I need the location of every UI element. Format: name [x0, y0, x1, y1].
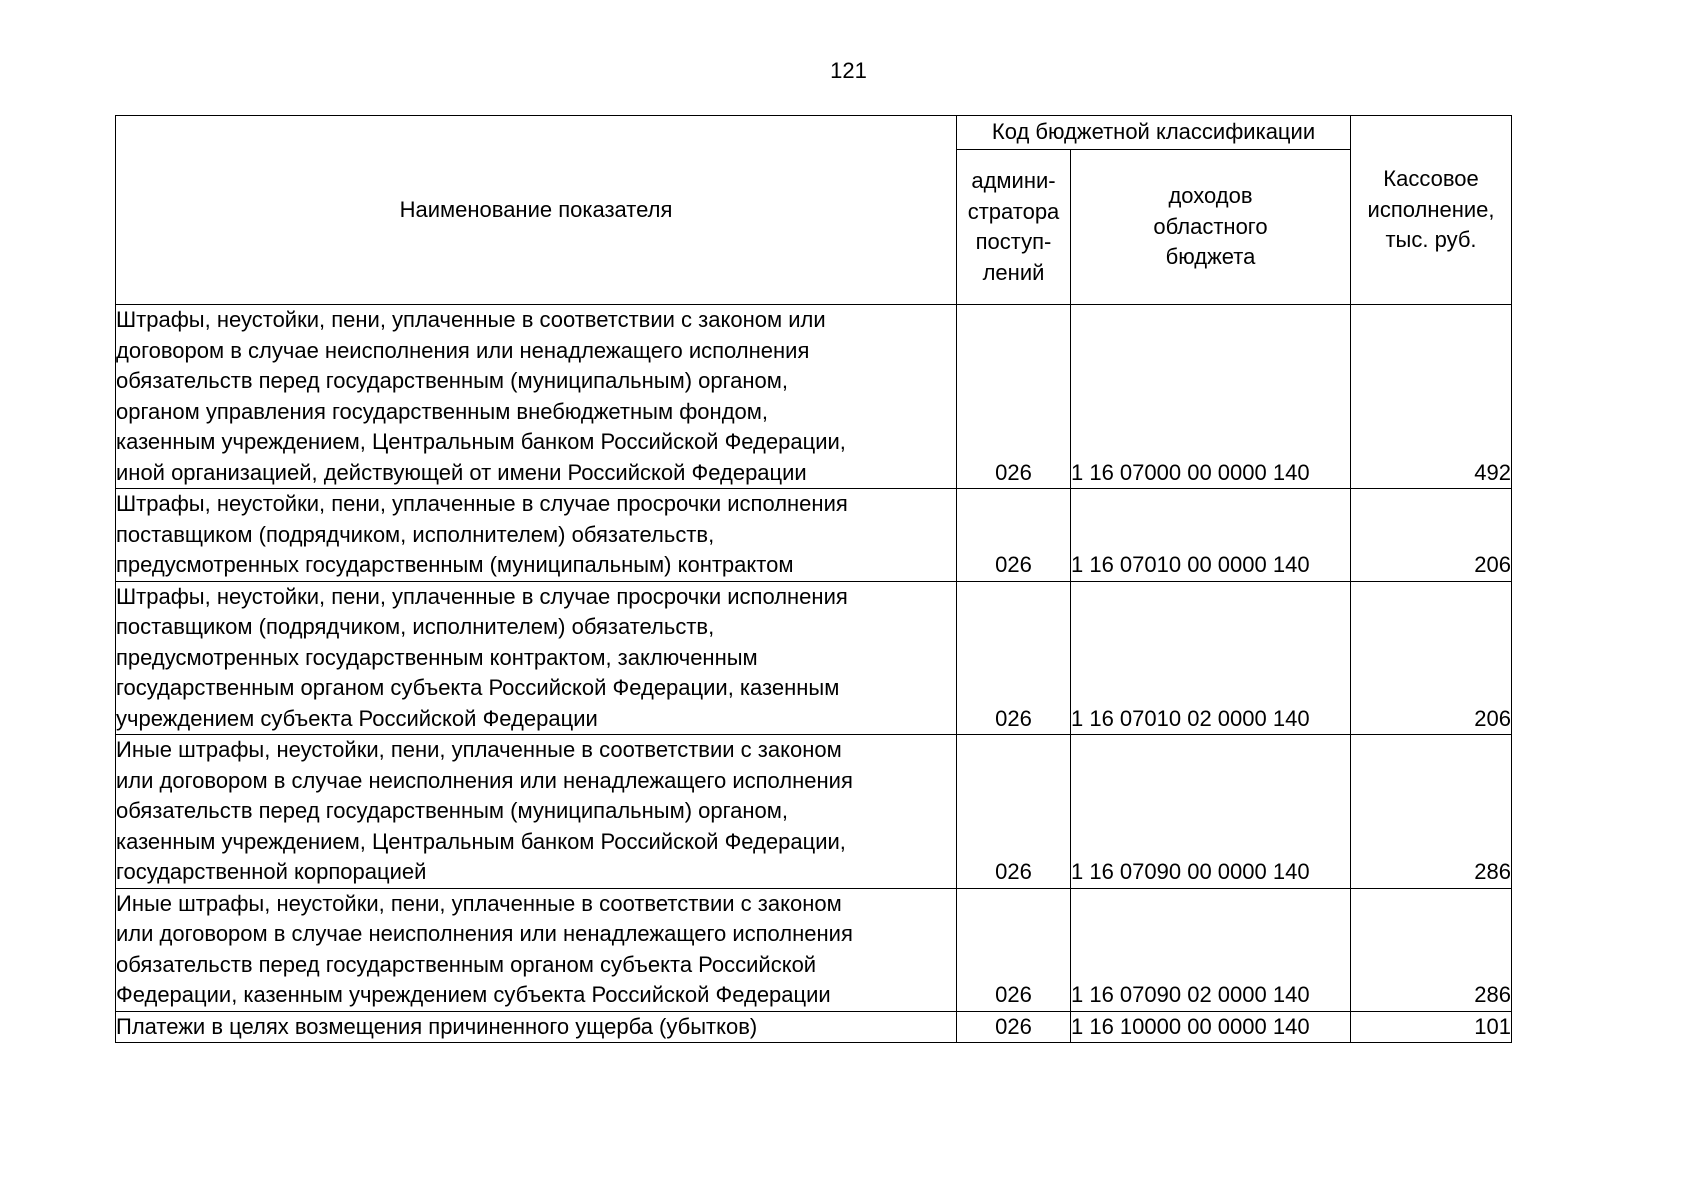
- row-name-line: Платежи в целях возмещения причиненного ущерба (убытков): [116, 1013, 758, 1039]
- table-body: [116, 305, 1512, 1043]
- row-name-line: или договором в случае неисполнения или ненадлежащего исполнения: [116, 767, 853, 793]
- row-name-line: Штрафы, неустойки, пени, уплаченные в соответствии с законом или: [116, 307, 826, 332]
- row-name-line: государственной корпорацией: [116, 859, 427, 884]
- header-line: поступ-: [975, 229, 1052, 254]
- row-name-line: казенным учреждением, Центральным банком Российской Федерации,: [116, 828, 846, 854]
- table-row: [116, 735, 1512, 889]
- row-admin-code: 026: [957, 489, 1071, 582]
- row-income-code: 1 16 07090 02 0000 140: [1071, 888, 1351, 1011]
- table-row: [116, 489, 1512, 582]
- table-row: [116, 888, 1512, 1011]
- header-line: бюджета: [1165, 244, 1256, 270]
- row-name-line: обязательств перед государственным (муниципальным) органом,: [116, 368, 789, 393]
- row-name-line: договором в случае неисполнения или ненадлежащего исполнения: [116, 337, 810, 363]
- row-income-code: 1 16 07090 00 0000 140: [1071, 735, 1351, 889]
- row-name-line: казенным учреждением, Центральным банком Российской Федерации,: [116, 429, 846, 454]
- row-admin-code: 026: [957, 305, 1071, 489]
- header-income-lines: [1071, 181, 1350, 273]
- table-row: [116, 581, 1512, 735]
- row-name: [116, 888, 957, 1011]
- row-name-line: Штрафы, неустойки, пени, уплаченные в случае просрочки исполнения: [116, 491, 848, 516]
- header-admin-lines: [957, 166, 1070, 288]
- table-row: [116, 1011, 1512, 1043]
- table-header: [116, 116, 1512, 305]
- row-amount: 286: [1351, 888, 1512, 1011]
- row-name-line: Штрафы, неустойки, пени, уплаченные в случае просрочки исполнения: [116, 583, 848, 609]
- row-name-line: обязательств перед государственным (муниципальным) органом,: [116, 798, 789, 823]
- row-admin-code: 026: [957, 581, 1071, 735]
- row-income-code: 1 16 07010 00 0000 140: [1071, 489, 1351, 582]
- header-admin: [957, 150, 1071, 305]
- row-name-line: иной организацией, действующей от имени Российской Федерации: [116, 459, 807, 485]
- row-name: [116, 581, 957, 735]
- row-admin-code: 026: [957, 888, 1071, 1011]
- row-name-line: поставщиком (подрядчиком, исполнителем) обязательств,: [116, 614, 715, 639]
- header-amount: [1351, 116, 1512, 305]
- header-income: [1071, 150, 1351, 305]
- header-line: тыс. руб.: [1385, 227, 1477, 253]
- row-income-code: 1 16 07000 00 0000 140: [1071, 305, 1351, 489]
- header-amount-lines: [1351, 164, 1511, 256]
- row-name-line: учреждением субъекта Российской Федерации: [116, 705, 598, 731]
- row-name-line: обязательств перед государственным органом субъекта Российской: [116, 951, 817, 977]
- row-name-line: предусмотренных государственным (муниципальным) контрактом: [116, 552, 794, 577]
- row-name-line: Иные штрафы, неустойки, пени, уплаченные в соответствии с законом: [116, 737, 842, 762]
- header-name: Наименование показателя: [116, 116, 957, 305]
- row-name: [116, 489, 957, 582]
- row-amount: 206: [1351, 489, 1512, 582]
- row-name-line: или договором в случае неисполнения или ненадлежащего исполнения: [116, 921, 853, 946]
- row-amount: 101: [1351, 1011, 1512, 1043]
- row-name-line: государственным органом субъекта Российской Федерации, казенным: [116, 675, 840, 700]
- table-row: [116, 305, 1512, 489]
- budget-table: [115, 115, 1512, 1043]
- row-name: [116, 1011, 957, 1043]
- row-name: [116, 735, 957, 889]
- row-name: [116, 305, 957, 489]
- header-line: Кассовое: [1383, 166, 1479, 192]
- header-line: админи-: [971, 168, 1056, 193]
- header-code-group: Код бюджетной классификации: [957, 116, 1351, 150]
- row-name-line: Иные штрафы, неустойки, пени, уплаченные в соответствии с законом: [116, 890, 842, 916]
- row-name-line: предусмотренных государственным контрактом, заключенным: [116, 644, 758, 670]
- header-line: доходов: [1168, 183, 1253, 209]
- row-income-code: 1 16 07010 02 0000 140: [1071, 581, 1351, 735]
- header-line: исполнение,: [1367, 196, 1495, 222]
- row-income-code: 1 16 10000 00 0000 140: [1071, 1011, 1351, 1043]
- header-line: областного: [1153, 213, 1268, 239]
- row-amount: 492: [1351, 305, 1512, 489]
- row-name-line: поставщиком (подрядчиком, исполнителем) обязательств,: [116, 521, 715, 547]
- row-name-line: Федерации, казенным учреждением субъекта Российской Федерации: [116, 982, 831, 1007]
- page-number: 121: [830, 58, 867, 83]
- header-line: лений: [982, 259, 1045, 285]
- header-line: стратора: [967, 198, 1060, 224]
- row-admin-code: 026: [957, 1011, 1071, 1043]
- row-name-line: органом управления государственным внебюджетным фондом,: [116, 398, 768, 424]
- row-amount: 286: [1351, 735, 1512, 889]
- row-admin-code: 026: [957, 735, 1071, 889]
- row-amount: 206: [1351, 581, 1512, 735]
